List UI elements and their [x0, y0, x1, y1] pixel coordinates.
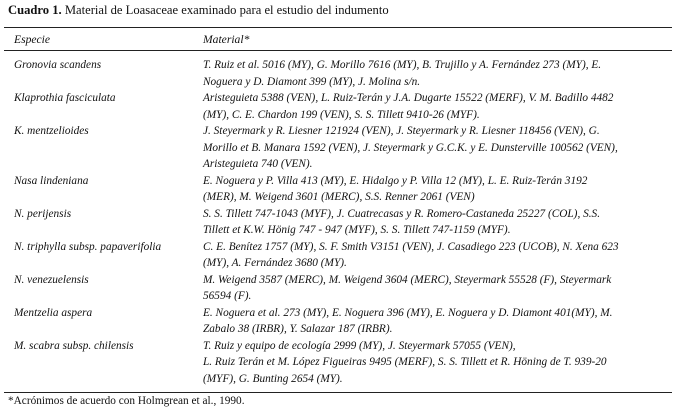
material-cell	[203, 173, 669, 206]
material-line: (MY), A. Fernández 3680 (MY).	[203, 257, 347, 269]
material-line: E. Noguera et al. 273 (MY), E. Noguera 396 (MY), E. Noguera y D. Diamont 401(MY), M.	[203, 306, 613, 319]
material-line: Zabalo 38 (IRBR), Y. Salazar 187 (IRBR).	[203, 323, 393, 335]
material-line: (MYF), G. Bunting 2654 (MY).	[203, 372, 343, 385]
species-cell: N. venezuelensis	[14, 273, 89, 286]
table-row	[0, 305, 676, 338]
material-line: Aristeguieta 5388 (VEN), L. Ruiz-Terán y J.A. Dugarte 15522 (MERF), V. M. Badillo 4482	[203, 92, 614, 104]
table-body	[0, 57, 676, 387]
table-row	[0, 272, 676, 305]
material-cell	[203, 305, 669, 338]
material-line: J. Steyermark y R. Liesner 121924 (VEN), J. Steyermark y R. Liesner 118456 (VEN), G.	[203, 125, 600, 137]
caption-number: Cuadro 1.	[8, 3, 62, 17]
material-cell	[203, 206, 669, 239]
material-line: C. E. Benítez 1757 (MY), S. F. Smith V3151 (VEN), J. Casadiego 223 (UCOB), N. Xena 623	[203, 240, 619, 253]
material-line: (MY), C. E. Chardon 199 (VEN), S. S. Tillett 9410-26 (MYF).	[203, 108, 480, 121]
species-cell: K. mentzelioides	[14, 125, 89, 137]
material-line: (MER), M. Weigend 3601 (MERC), S.S. Renner 2061 (VEN)	[203, 191, 475, 203]
material-cell	[203, 272, 669, 305]
material-line: M. Weigend 3587 (MERC), M. Weigend 3604 (MERC), Steyermark 55528 (F), Steyermark	[203, 273, 612, 286]
species-cell: Klaprothia fasciculata	[14, 92, 116, 104]
species-cell: Gronovia scandens	[14, 59, 102, 71]
species-cell: M. scabra subsp. chilensis	[14, 339, 134, 352]
material-cell	[203, 90, 669, 123]
species-cell: N. perijensis	[14, 207, 72, 220]
material-cell	[203, 239, 669, 272]
species-cell: Nasa lindeniana	[14, 174, 89, 187]
table-row	[0, 338, 676, 388]
table-row	[0, 206, 676, 239]
material-line: T. Ruiz y equipo de ecología 2999 (MY), J. Steyermark 57055 (VEN),	[203, 339, 516, 352]
material-cell	[203, 57, 669, 90]
top-rule	[4, 27, 672, 28]
material-line: 56594 (F).	[203, 290, 252, 302]
header-material: Material*	[203, 33, 250, 46]
header-rule	[4, 50, 672, 51]
table-row	[0, 57, 676, 90]
material-line: Noguera y D. Diamont 399 (MY), J. Molina s/n.	[203, 75, 421, 88]
table-row	[0, 90, 676, 123]
material-cell	[203, 123, 669, 173]
bottom-rule	[4, 392, 672, 393]
material-line: E. Noguera y P. Villa 413 (MY), E. Hidalgo y P. Villa 12 (MY), L. E. Ruiz-Terán 3192	[203, 174, 588, 187]
species-cell: Mentzelia aspera	[14, 306, 93, 319]
material-line: Tillett et K.W. Hönig 747 - 947 (MYF), S. S. Tillett 747-1159 (MYF).	[203, 224, 511, 236]
table-caption	[8, 3, 389, 18]
material-line: Aristeguieta 740 (VEN).	[203, 158, 313, 170]
caption-text: Material de Loasaceae examinado para el estudio del indumento	[64, 3, 389, 17]
species-cell: N. triphylla subsp. papaverifolia	[14, 240, 162, 253]
header-species: Especie	[14, 33, 51, 46]
material-line: T. Ruiz et al. 5016 (MY), G. Morillo 7616 (MY), B. Trujillo y A. Fernández 273 (MY), E.	[203, 59, 602, 71]
material-line: Morillo et B. Manara 1592 (VEN), J. Steyermark y G.C.K. y E. Dunsterville 100562 (VEN),	[203, 141, 618, 154]
footnote: *Acrónimos de acuerdo con Holmgrean et al., 1990.	[8, 395, 245, 407]
material-line: S. S. Tillett 747-1043 (MYF), J. Cuatrecasas y R. Romero-Castaneda 25227 (COL), S.S.	[203, 207, 601, 220]
material-cell	[203, 338, 669, 388]
table-row	[0, 239, 676, 272]
table-row	[0, 123, 676, 173]
table-row	[0, 173, 676, 206]
material-line: L. Ruiz Terán et M. López Figueiras 9495 (MERF), S. S. Tillett et R. Höning de T. 939-20	[203, 356, 607, 368]
